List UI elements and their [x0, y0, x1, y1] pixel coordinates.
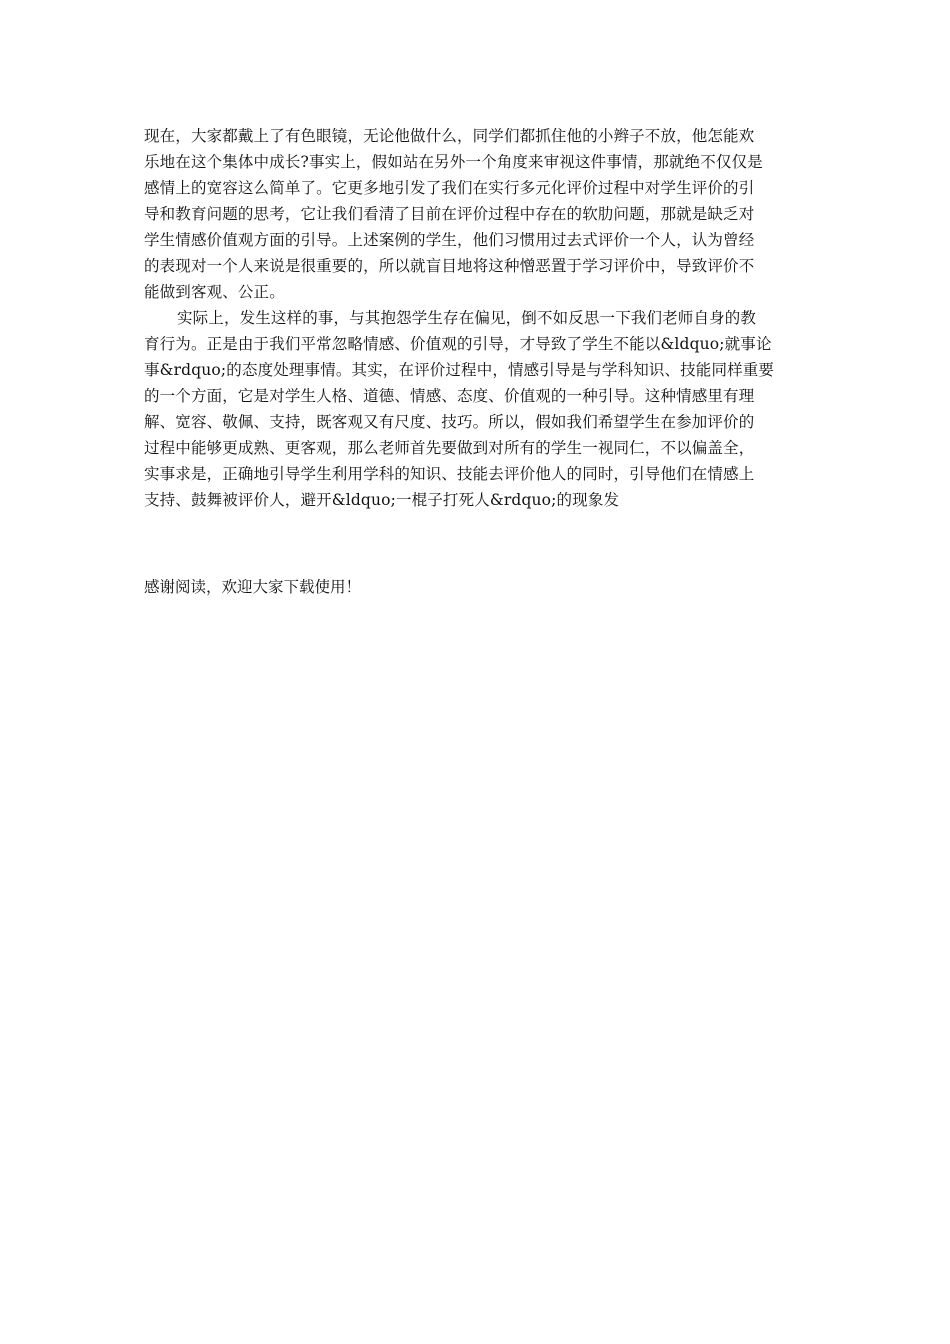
text-line: 实际上，发生这样的事，与其抱怨学生存在偏见，倒不如反思一下我们老师自身的教: [177, 309, 757, 327]
paragraph-2: [144, 305, 810, 513]
text-line: 学生情感价值观方面的引导。上述案例的学生，他们习惯用过去式评价一个人，认为曾经: [144, 231, 755, 249]
text-line: 导和教育问题的思考，它让我们看清了目前在评价过程中存在的软肋问题，那就是缺乏对: [144, 205, 755, 223]
text-line: 的表现对一个人来说是很重要的，所以就盲目地将这种憎恶置于学习评价中，导致评价不: [144, 257, 755, 275]
text-line: 实事求是，正确地引导学生利用学科的知识、技能去评价他人的同时，引导他们在情感上: [144, 465, 755, 483]
text-line: 能做到客观、公正。: [144, 283, 285, 301]
text-line: 感情上的宽容这么简单了。它更多地引发了我们在实行多元化评价过程中对学生评价的引: [144, 179, 755, 197]
text-line: 的一个方面，它是对学生人格、道德、情感、态度、价值观的一种引导。这种情感里有理: [144, 387, 755, 405]
paragraph-1: [144, 123, 810, 305]
text-line: 支持、鼓舞被评价人，避开&ldquo;一棍子打死人&rdquo;的现象发: [144, 491, 620, 509]
text-line: 事&rdquo;的态度处理事情。其实，在评价过程中，情感引导是与学科知识、技能同样重要: [144, 361, 775, 379]
text-line: 过程中能够更成熟、更客观，那么老师首先要做到对所有的学生一视同仁，不以偏盖全，: [144, 439, 755, 457]
text-line: 育行为。正是由于我们平常忽略情感、价值观的引导，才导致了学生不能以&ldquo;就事论: [144, 335, 772, 353]
body-text: [144, 123, 810, 513]
closing-note: 感谢阅读，欢迎大家下载使用！: [144, 578, 362, 596]
text-line: 乐地在这个集体中成长?事实上，假如站在另外一个角度来审视这件事情，那就绝不仅仅是: [144, 153, 763, 171]
text-line: 现在，大家都戴上了有色眼镜，无论他做什么，同学们都抓住他的小辫子不放，他怎能欢: [144, 127, 755, 145]
text-line: 解、宽容、敬佩、支持，既客观又有尺度、技巧。所以，假如我们希望学生在参加评价的: [144, 413, 755, 431]
